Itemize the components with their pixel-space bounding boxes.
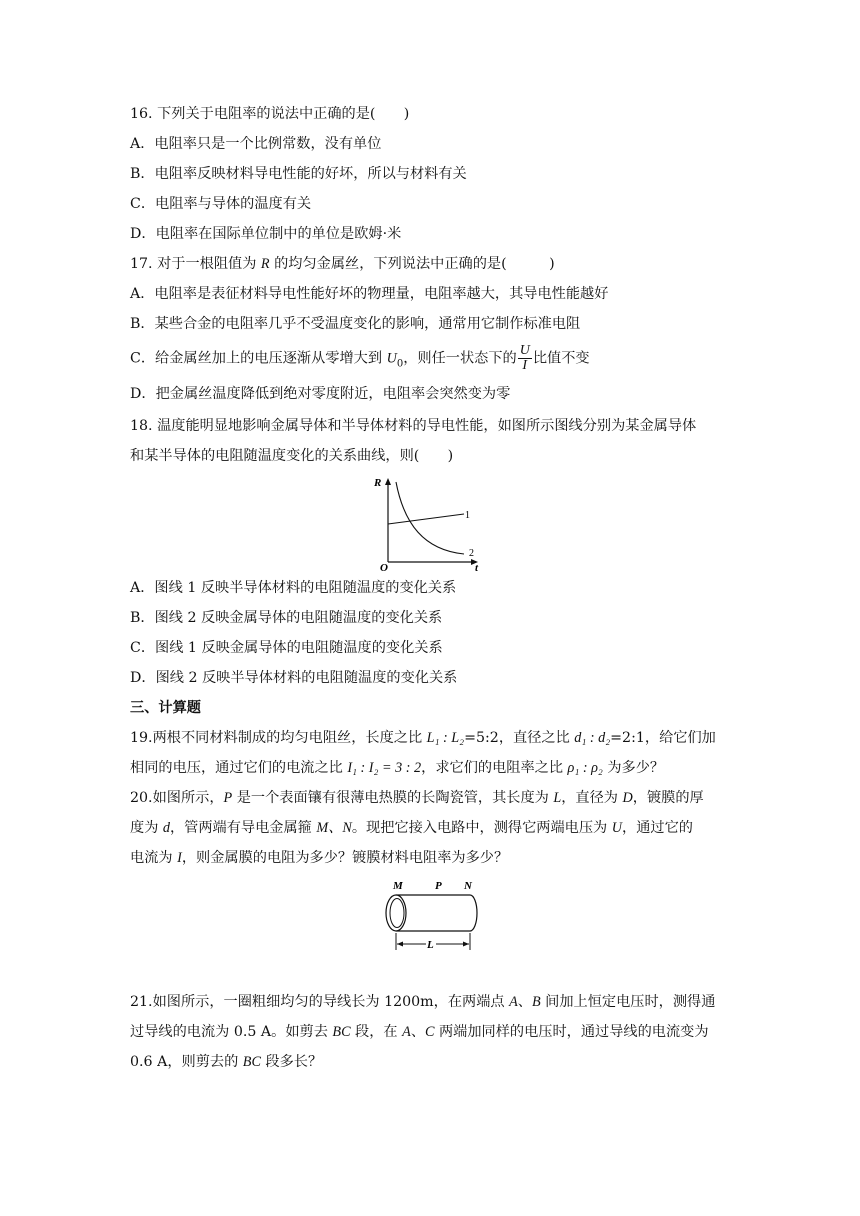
q19-l1-b: ，直径之比	[498, 730, 575, 746]
dimension-arrow-left	[397, 942, 403, 947]
q18-stem-line1: 18. 温度能明显地影响金属导体和半导体材料的导电性能，如图所示图线分别为某金属导体	[130, 418, 697, 434]
ui-fraction	[518, 344, 532, 373]
q21-l1-a: 21.如图所示，一圈粗细均匀的导线长为 1200m，在两端点	[130, 994, 510, 1010]
q16-option-d: D．电阻率在国际单位制中的单位是欧姆·米	[130, 226, 402, 242]
q19-l1-c: ，给它们加	[644, 730, 716, 746]
figure-label-N: N	[464, 880, 472, 892]
ceramic-tube-figure	[376, 878, 480, 958]
q21-BC2: BC	[242, 1054, 261, 1070]
curve-1	[388, 514, 464, 524]
q20-P: P	[223, 790, 233, 806]
q20-U: U	[611, 820, 622, 836]
q20-MN: M、N	[316, 820, 352, 836]
figure-label-L: L	[427, 939, 434, 951]
q21-l3-a: 0.6 A，则剪去的	[130, 1054, 243, 1070]
q20-l3-a: 电流为	[130, 850, 178, 866]
q20-line2	[130, 818, 740, 838]
q17-option-a: A．电阻率是表征材料导电性能好坏的物理量，电阻率越大，其导电性能越好	[130, 286, 609, 302]
tube-right-end	[470, 895, 477, 931]
q21-line3	[130, 1052, 740, 1072]
q19-d-val: =2:1	[610, 730, 645, 746]
q21-C: C	[425, 1024, 435, 1040]
figure-label-M: M	[393, 880, 403, 892]
q20-line3	[130, 848, 740, 868]
q21-A2: A	[402, 1024, 411, 1040]
q19-l2-b: ，求它们的电阻率之比	[421, 760, 568, 776]
q16-stem: 16. 下列关于电阻率的说法中正确的是( )	[130, 106, 410, 122]
q17-c-mid: ，则任一状态下的	[403, 350, 517, 367]
q18-option-a: A．图线 1 反映半导体材料的电阻随温度的变化关系	[130, 580, 457, 596]
curve-1-label: 1	[465, 510, 470, 521]
fraction-denominator: I	[522, 358, 528, 373]
q21-line2	[130, 1022, 740, 1042]
q21-A: A	[509, 994, 518, 1010]
q20-l2-d: ，通过它的	[622, 820, 693, 836]
q17-stem-pre: 17. 对于一根阻值为	[130, 256, 261, 272]
q18-stem-line2: 和某半导体的电阻随温度变化的关系曲线，则( )	[130, 448, 454, 464]
q17-c-sub: 0	[396, 358, 404, 370]
q17-c-post: 比值不变	[532, 350, 590, 367]
q17-c-var: U	[386, 350, 397, 367]
dimension-arrow-right	[463, 942, 469, 947]
q20-l2-a: 度为	[130, 820, 163, 836]
q20-l1-d: ，镀膜的厚	[632, 790, 704, 806]
q19-I-ratio: I₁ : I₂ = 3 : 2	[347, 760, 422, 776]
q17-option-c	[130, 344, 740, 374]
q21-l2-b: 段，在	[350, 1024, 403, 1040]
q21-l2-c: 、	[410, 1024, 426, 1040]
q21-l1-c: 间加上恒定电压时，测得通	[540, 994, 716, 1010]
q20-I: I	[177, 850, 182, 866]
q19-L-val: =5:2	[464, 730, 499, 746]
q18-option-d: D．图线 2 反映半导体材料的电阻随温度的变化关系	[130, 670, 458, 686]
q21-l1-b: 、	[517, 994, 532, 1010]
q20-L: L	[553, 790, 562, 806]
q17-option-d: D．把金属丝温度降低到绝对零度附近，电阻率会突然变为零	[130, 386, 511, 402]
q16-option-c: C．电阻率与导体的温度有关	[130, 196, 312, 212]
q19-l1-a: 19.两根不同材料制成的均匀电阻丝，长度之比	[130, 730, 427, 746]
q20-d: d	[162, 820, 170, 836]
q17-stem-post: 的均匀金属丝，下列说法中正确的是( )	[269, 256, 555, 272]
section-title: 三、计算题	[130, 700, 201, 716]
q21-BC: BC	[332, 1024, 351, 1040]
q20-l1-a: 20.如图所示，	[130, 790, 224, 806]
q20-l2-b: ，管两端有导电金属箍	[169, 820, 317, 836]
q16-option-a: A．电阻率只是一个比例常数，没有单位	[130, 136, 382, 152]
q18-option-c: C．图线 1 反映金属导体的电阻随温度的变化关系	[130, 640, 443, 656]
q17-option-b: B．某些合金的电阻率几乎不受温度变化的影响，通常用它制作标准电阻	[130, 316, 581, 332]
q20-line1	[130, 788, 740, 808]
q21-l2-d: 两端加同样的电压时，通过导线的电流变为	[434, 1024, 709, 1040]
q19-d-ratio: d₁ : d₂	[574, 730, 611, 746]
tube-left-ring-inner	[390, 899, 404, 928]
origin-label: O	[380, 562, 388, 572]
q21-l3-b: 段多长？	[260, 1054, 323, 1070]
q21-B: B	[531, 994, 541, 1010]
q19-line2	[130, 758, 740, 778]
q19-L-ratio: L₁ : L₂	[426, 730, 465, 746]
q19-l2-c: 为多少？	[602, 760, 665, 776]
q20-l2-c: 。现把它接入电路中，测得它两端电压为	[351, 820, 612, 836]
q20-l1-c: ，直径为	[561, 790, 623, 806]
q19-rho-ratio: ρ₁ : ρ₂	[567, 760, 603, 776]
q20-l3-b: ，则金属膜的电阻为多少？镀膜材料电阻率为多少？	[181, 850, 509, 866]
y-axis-arrow	[385, 478, 391, 485]
q20-D: D	[622, 790, 633, 806]
q17-stem	[130, 254, 740, 274]
y-axis-label: R	[374, 477, 382, 489]
q17-c-pre: C．给金属丝加上的电压逐渐从零增大到	[130, 350, 387, 367]
fraction-numerator: U	[519, 343, 530, 358]
q19-l2-a: 相同的电压，通过它们的电流之比	[130, 760, 348, 776]
resistance-temperature-graph	[372, 476, 484, 572]
q16-option-b: B．电阻率反映材料导电性能的好坏，所以与材料有关	[130, 166, 467, 182]
x-axis-label: t	[475, 562, 479, 572]
figure-label-P: P	[435, 880, 442, 892]
q21-line1	[130, 992, 740, 1012]
q21-l2-a: 过导线的电流为 0.5 A。如剪去	[130, 1024, 333, 1040]
q18-option-b: B．图线 2 反映金属导体的电阻随温度的变化关系	[130, 610, 443, 626]
curve-2-label: 2	[469, 548, 474, 559]
q17-stem-var: R	[260, 256, 270, 272]
q19-line1	[130, 728, 740, 748]
q20-l1-b: 是一个表面镶有很薄电热膜的长陶瓷管，其长度为	[232, 790, 554, 806]
